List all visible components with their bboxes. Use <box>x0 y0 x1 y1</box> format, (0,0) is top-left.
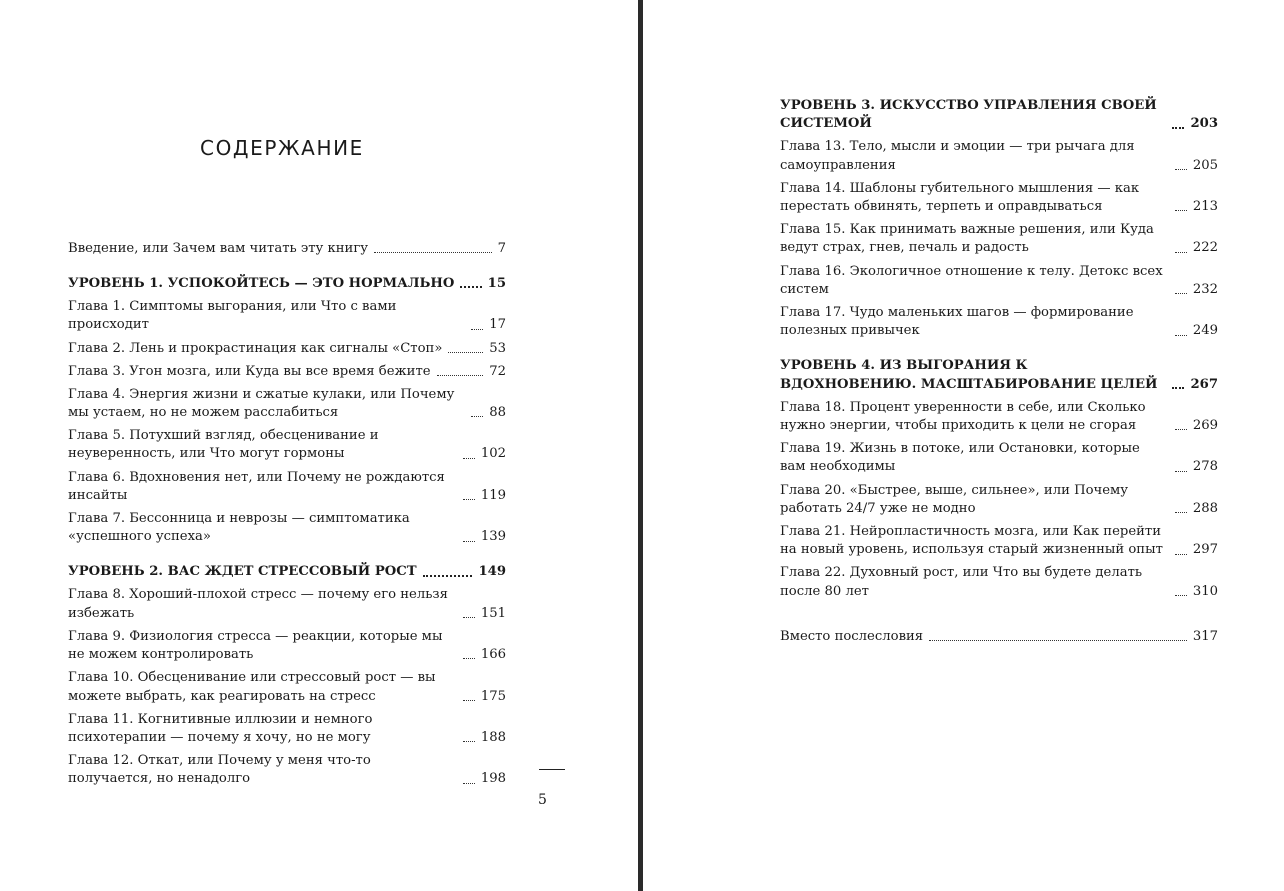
dot-leader <box>463 658 475 659</box>
toc-entry-chapter-10[interactable] <box>68 669 506 706</box>
toc-entry-text: Глава 22. Духовный рост, или Что вы будете делать после 80 лет <box>780 565 1143 599</box>
toc-entry-chapter-6[interactable] <box>68 469 506 506</box>
dot-leader <box>1175 429 1187 430</box>
toc-entry-page: 7 <box>497 241 506 256</box>
dot-leader <box>1175 169 1187 170</box>
toc-entry-page: 232 <box>1192 281 1218 297</box>
toc-entry-text: Глава 7. Бессонница и неврозы — симптоматика «успешного успеха» <box>68 510 410 545</box>
toc-entry-page: 278 <box>1192 459 1218 475</box>
toc-entry-page: 151 <box>480 605 506 621</box>
dot-leader <box>463 617 475 618</box>
toc-entry-page: 267 <box>1190 376 1218 392</box>
toc-level-text: УРОВЕНЬ 2. ВАС ЖДЕТ СТРЕССОВЫЙ РОСТ <box>68 564 417 580</box>
toc-entry-text: Глава 11. Когнитивные иллюзии и немного психотерапии — почему я хочу, но не могу <box>68 711 373 745</box>
dot-leader <box>463 741 475 742</box>
toc-entry-page: 53 <box>489 340 506 356</box>
toc-entry-chapter-16[interactable] <box>780 263 1218 300</box>
dot-leader <box>1175 471 1187 472</box>
right-page <box>643 0 1284 891</box>
dot-leader <box>471 329 483 330</box>
toc-entry-intro[interactable] <box>68 240 506 258</box>
toc-entry-text: Глава 19. Жизнь в потоке, или Остановки, которые вам необходимы <box>780 441 1140 475</box>
dot-leader <box>1175 512 1187 513</box>
toc-entry-page: 149 <box>478 564 506 580</box>
toc-entry-text: Глава 12. Откат, или Почему у меня что-то получается, но ненадолго <box>68 752 371 787</box>
toc-entry-chapter-4[interactable] <box>68 386 506 423</box>
toc-entry-chapter-12[interactable] <box>68 752 506 789</box>
toc-entry-text: Вместо послесловия <box>780 628 924 644</box>
toc-entry-page: 269 <box>1192 418 1218 434</box>
toc-level-1[interactable] <box>68 275 506 293</box>
toc-entry-page: 310 <box>1192 583 1218 599</box>
toc-entry-chapter-19[interactable] <box>780 440 1218 477</box>
dot-leader <box>1175 595 1187 596</box>
toc-entry-chapter-14[interactable] <box>780 180 1218 217</box>
toc-entry-page: 198 <box>480 771 506 787</box>
dot-leader <box>471 416 483 417</box>
toc-entry-text: Глава 18. Процент уверенности в себе, или Сколько нужно энергии, чтобы приходить к цели не сгорая <box>780 399 1146 434</box>
toc-level-text: УРОВЕНЬ 3. ИСКУССТВО УПРАВЛЕНИЯ СВОЕЙ СИСТЕМОЙ <box>780 98 1157 132</box>
toc-entry-chapter-15[interactable] <box>780 221 1218 258</box>
toc-entry-text: Глава 17. Чудо маленьких шагов — формирование полезных привычек <box>780 304 1134 339</box>
toc-entry-page: 88 <box>489 405 506 421</box>
toc-title: СОДЕРЖАНИЕ <box>200 136 364 160</box>
toc-entry-page: 297 <box>1192 542 1218 558</box>
dot-leader <box>460 286 481 288</box>
dot-leader <box>1175 252 1187 253</box>
toc-entry-text: Глава 10. Обесценивание или стрессовый рост — вы можете выбрать, как реагировать на стресс <box>68 670 436 704</box>
dot-leader <box>437 375 484 376</box>
toc-entry-chapter-21[interactable] <box>780 523 1218 560</box>
left-page <box>0 0 638 891</box>
toc-entry-page: 102 <box>480 446 506 462</box>
dot-leader <box>1175 293 1187 294</box>
dot-leader <box>423 575 473 577</box>
toc-entry-page: 119 <box>480 487 506 503</box>
toc-entry-page: 288 <box>1192 500 1218 516</box>
toc-entry-chapter-18[interactable] <box>780 399 1218 436</box>
toc-entry-page: 17 <box>489 317 506 333</box>
dot-leader <box>463 700 475 701</box>
toc-entry-page: 222 <box>1192 240 1218 256</box>
toc-entry-page: 213 <box>1192 199 1218 215</box>
dot-leader <box>374 252 492 253</box>
dot-leader <box>1175 210 1187 211</box>
toc-entry-page: 166 <box>480 647 506 663</box>
toc-level-4[interactable] <box>780 357 1218 394</box>
toc-level-3[interactable] <box>780 97 1218 134</box>
toc-entry-text: Глава 15. Как принимать важные решения, или Куда ведут страх, гнев, печаль и радость <box>780 222 1154 256</box>
toc-entry-chapter-1[interactable] <box>68 298 506 335</box>
dot-leader <box>1172 387 1184 389</box>
page-number-rule <box>539 769 565 770</box>
toc-entry-page: 139 <box>480 529 506 545</box>
toc-entry-text: Глава 13. Тело, мысли и эмоции — три рычага для самоуправления <box>780 139 1135 173</box>
toc-entry-chapter-5[interactable] <box>68 427 506 464</box>
toc-entry-chapter-9[interactable] <box>68 628 506 665</box>
toc-entry-page: 205 <box>1192 157 1218 173</box>
toc-entry-chapter-8[interactable] <box>68 586 506 623</box>
toc-entry-page: 188 <box>480 729 506 745</box>
toc-entry-afterword[interactable] <box>780 628 1218 646</box>
toc-level-text: УРОВЕНЬ 1. УСПОКОЙТЕСЬ — ЭТО НОРМАЛЬНО <box>68 276 455 292</box>
toc-entry-page: 15 <box>487 276 506 292</box>
toc-level-text: УРОВЕНЬ 4. ИЗ ВЫГОРАНИЯ К ВДОХНОВЕНИЮ. МАСШТАБИРОВАНИЕ ЦЕЛЕЙ <box>780 358 1158 392</box>
dot-leader <box>448 352 483 353</box>
dot-leader <box>1175 554 1187 555</box>
toc-entry-chapter-17[interactable] <box>780 304 1218 341</box>
toc-entry-page: 317 <box>1192 628 1218 644</box>
toc-entry-text: Глава 3. Угон мозга, или Куда вы все время бежите <box>68 363 431 379</box>
dot-leader <box>1172 127 1184 129</box>
toc-entry-page: 249 <box>1192 323 1218 339</box>
toc-entry-text: Глава 16. Экологичное отношение к телу. Детокс всех систем <box>780 263 1163 297</box>
dot-leader <box>463 458 475 459</box>
toc-entry-text: Глава 21. Нейропластичность мозга, или Как перейти на новый уровень, используя старый жизненный опыт <box>780 523 1163 558</box>
toc-entry-chapter-3[interactable] <box>68 363 506 381</box>
dot-leader <box>463 783 475 784</box>
toc-entry-text: Глава 9. Физиология стресса — реакции, которые мы не можем контролировать <box>68 628 443 663</box>
dot-leader <box>463 499 475 500</box>
toc-list-right <box>780 97 1218 651</box>
dot-leader <box>1175 335 1187 336</box>
toc-entry-text: Глава 20. «Быстрее, выше, сильнее», или Почему работать 24/7 уже не модно <box>780 482 1129 516</box>
toc-entry-text: Глава 1. Симптомы выгорания, или Что с вами происходит <box>68 299 397 333</box>
toc-entry-text: Глава 4. Энергия жизни и сжатые кулаки, или Почему мы устаем, но не можем расслабиться <box>68 386 455 421</box>
toc-entry-text: Глава 6. Вдохновения нет, или Почему не рождаются инсайты <box>68 469 445 503</box>
toc-entry-page: 175 <box>480 688 506 704</box>
page-number: 5 <box>538 792 547 808</box>
toc-entry-chapter-11[interactable] <box>68 711 506 748</box>
toc-entry-text: Глава 8. Хороший-плохой стресс — почему его нельзя избежать <box>68 587 448 621</box>
toc-entry-text: Глава 14. Шаблоны губительного мышления — как перестать обвинять, терпеть и оправдываться <box>780 180 1140 215</box>
toc-entry-chapter-13[interactable] <box>780 138 1218 175</box>
toc-level-2[interactable] <box>68 563 506 581</box>
toc-entry-text: Глава 5. Потухший взгляд, обесценивание и неуверенность, или Что могут гормоны <box>68 428 379 462</box>
toc-entry-chapter-22[interactable] <box>780 564 1218 601</box>
toc-entry-chapter-7[interactable] <box>68 510 506 547</box>
dot-leader <box>463 541 475 542</box>
toc-entry-page: 203 <box>1190 116 1218 132</box>
toc-entry-text: Глава 2. Лень и прокрастинация как сигналы «Стоп» <box>68 340 443 356</box>
dot-leader <box>929 640 1187 641</box>
toc-entry-chapter-2[interactable] <box>68 340 506 358</box>
toc-entry-text: Введение, или Зачем вам читать эту книгу <box>68 241 369 256</box>
toc-list-left <box>68 240 506 793</box>
toc-entry-chapter-20[interactable] <box>780 482 1218 519</box>
toc-entry-page: 72 <box>489 363 506 379</box>
